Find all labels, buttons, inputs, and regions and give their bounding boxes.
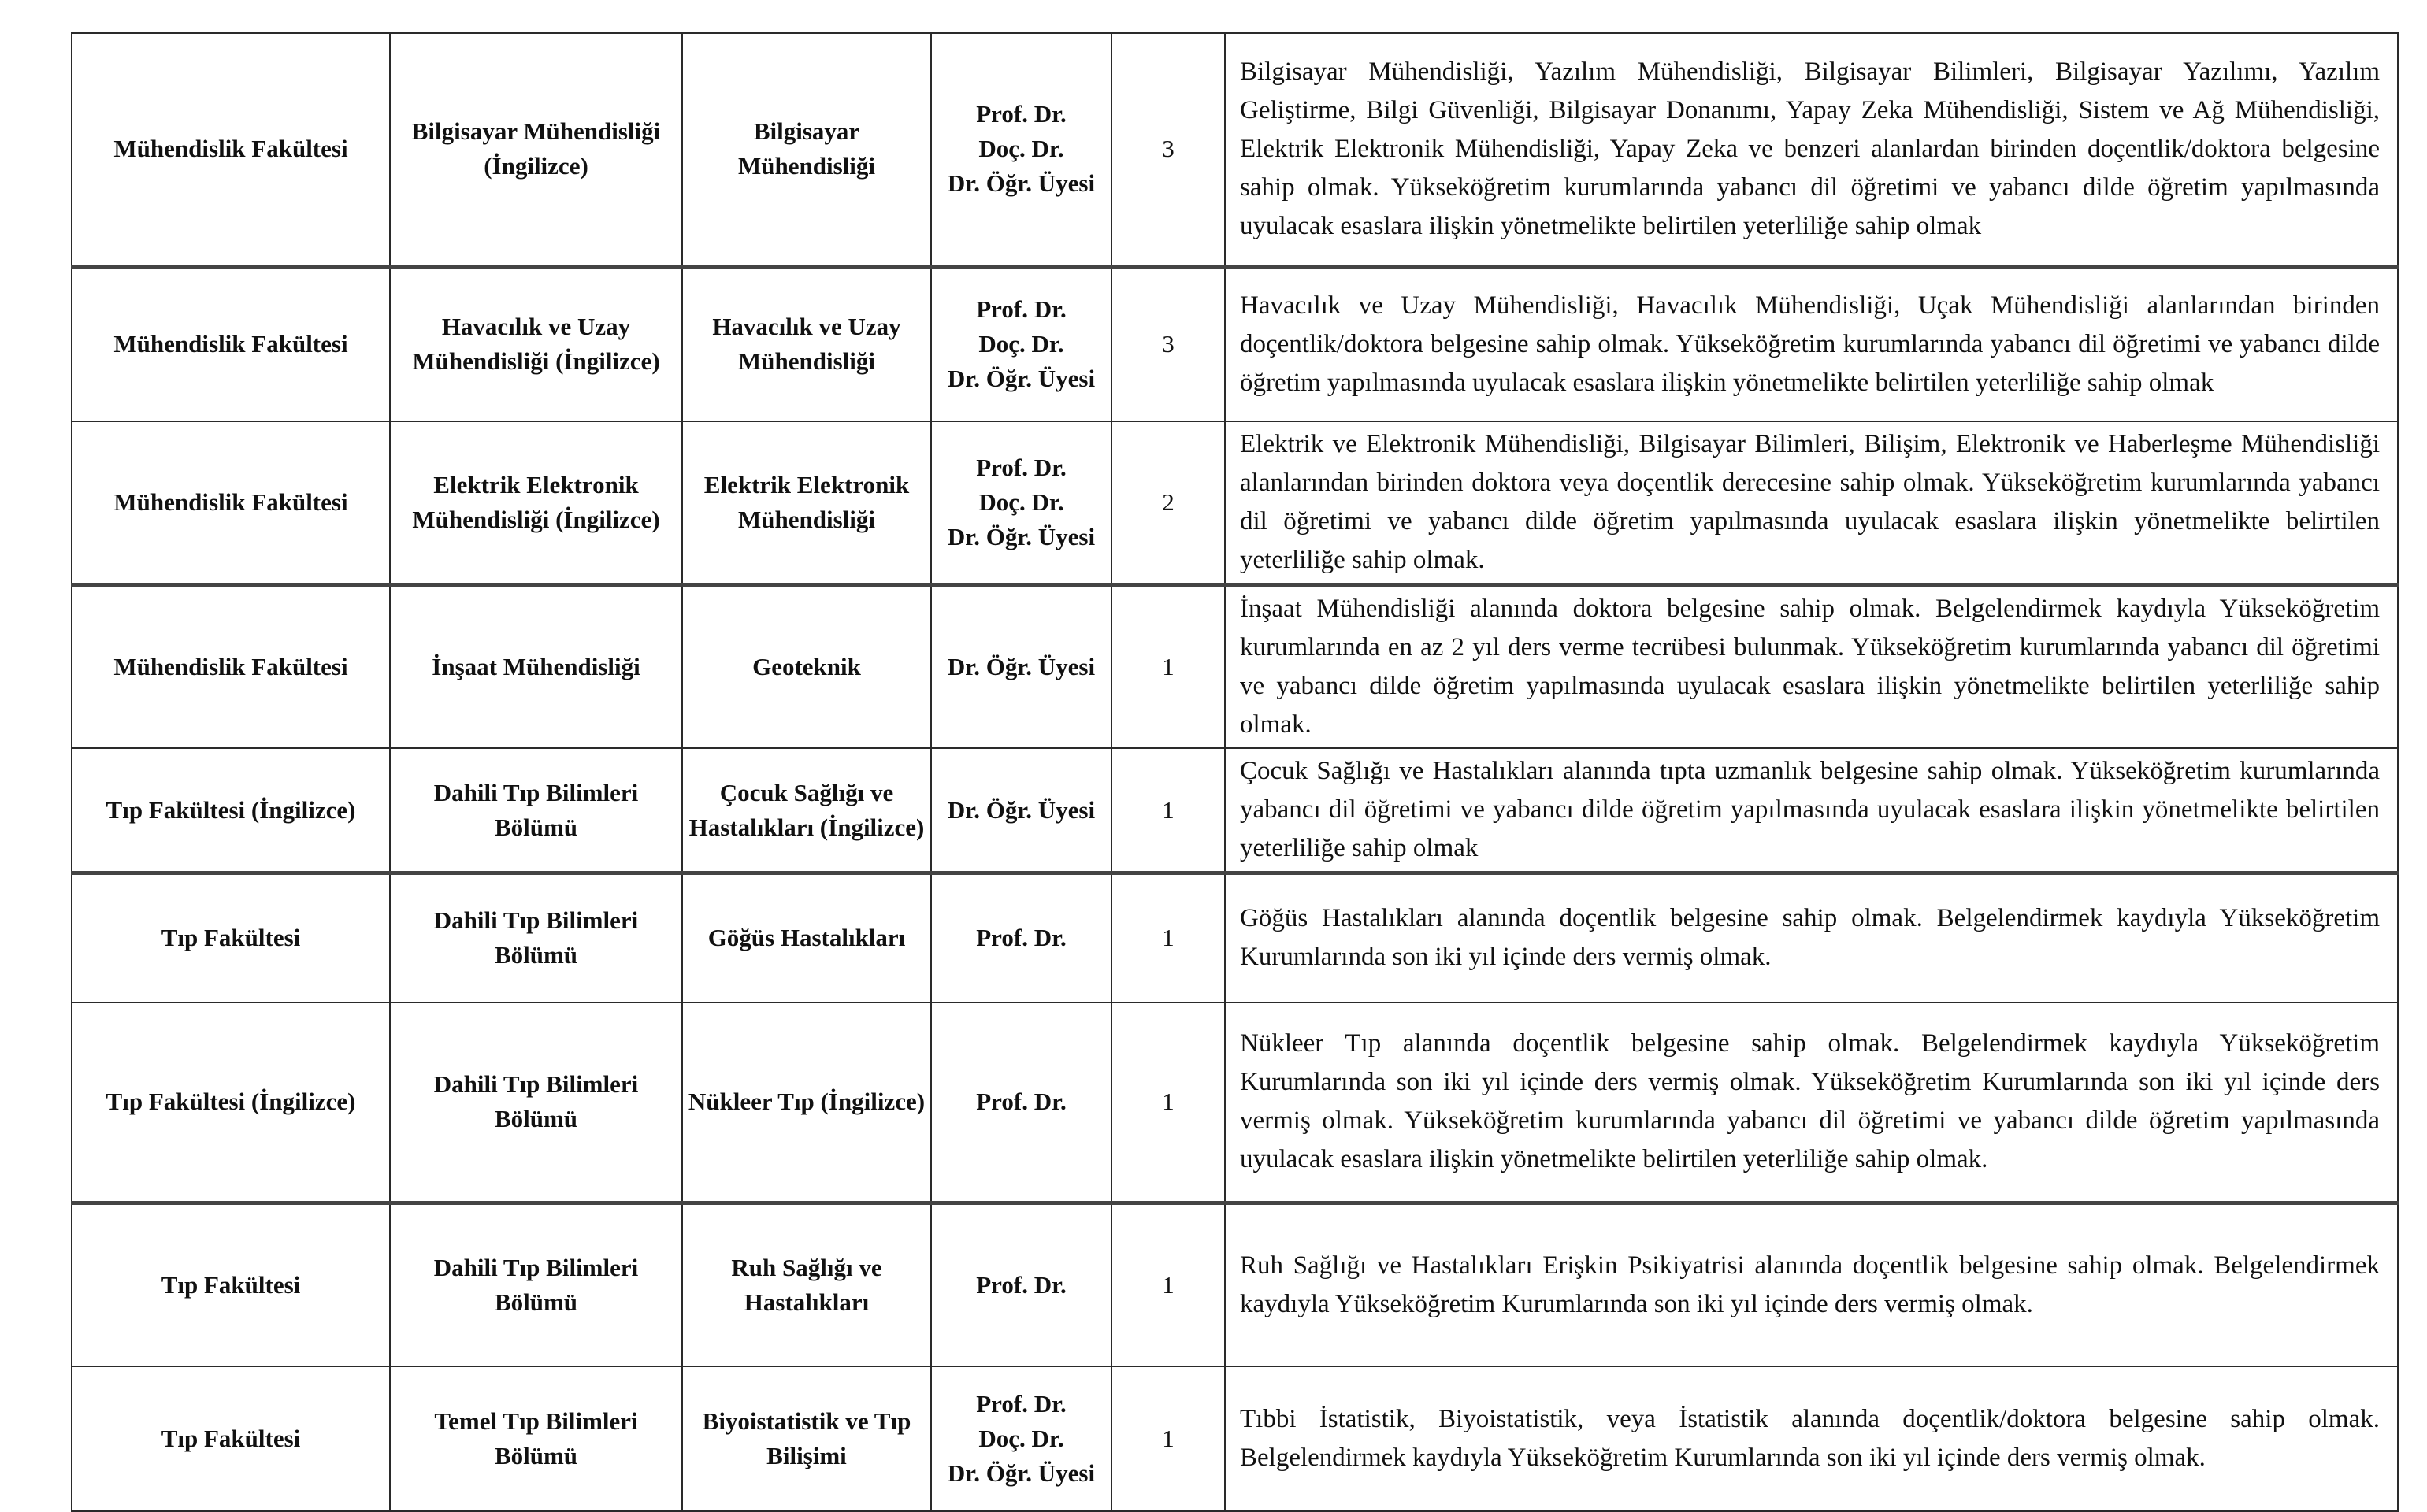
faculty-cell: Tıp Fakültesi <box>72 1366 390 1511</box>
title-cell <box>931 748 1111 873</box>
requirements-cell: Bilgisayar Mühendisliği, Yazılım Mühendisliği, Bilgisayar Bilimleri, Bilgisayar Yazılımı, Yazılım Geliştirme, Bilgi Güvenliği, Bilgisayar Donanımı, Yapay Zeka Mühendisliği, Sistem ve Ağ Mühendisliği, Elektrik Elektronik Mühendisliği, Yapay Zeka ve benzeri alanlardan birinden doçentlik/doktora belgesine sahip olmak. Yükseköğretim kurumlarında yabancı dil öğretimi ve yabancı dilde öğretim yapılmasında uyulacak esaslara ilişkin yönetmelikte belirtilen yeterliliğe sahip olmak <box>1225 33 2398 266</box>
requirements-cell: Göğüs Hastalıkları alanında doçentlik belgesine sahip olmak. Belgelendirmek kaydıyla Yükseköğretim Kurumlarında son iki yıl içinde ders vermiş olmak. <box>1225 873 2398 1002</box>
department-cell: Temel Tıp Bilimleri Bölümü <box>390 1366 682 1511</box>
title-cell <box>931 1002 1111 1203</box>
title-line: Dr. Öğr. Üyesi <box>947 169 1096 198</box>
title-line: Doç. Dr. <box>978 330 1064 358</box>
title-cell <box>931 421 1111 585</box>
position-count: 1 <box>1111 748 1225 873</box>
table-row <box>72 266 2398 421</box>
requirements-cell: İnşaat Mühendisliği alanında doktora belgesine sahip olmak. Belgelendirmek kaydıyla Yükseköğretim kurumlarında en az 2 yıl ders verme tecrübesi bulunmak. Yükseköğretim kurumlarında yabancı dil öğretimi ve yabancı dilde öğretim yapılmasında uyulacak esaslara ilişkin yönetmelikte belirtilen yeterliliğe sahip olmak. <box>1225 585 2398 749</box>
faculty-cell: Mühendislik Fakültesi <box>72 421 390 585</box>
requirements-cell: Ruh Sağlığı ve Hastalıkları Erişkin Psikiyatrisi alanında doçentlik belgesine sahip olmak. Belgelendirmek kaydıyla Yükseköğretim Kurumlarında son iki yıl içinde ders vermiş olmak. <box>1225 1203 2398 1366</box>
title-cell <box>931 266 1111 421</box>
area-cell: Geoteknik <box>682 585 931 749</box>
position-count: 1 <box>1111 873 1225 1002</box>
title-line: Dr. Öğr. Üyesi <box>947 653 1096 680</box>
faculty-cell: Tıp Fakültesi <box>72 873 390 1002</box>
area-cell: Havacılık ve Uzay Mühendisliği <box>682 266 931 421</box>
title-line: Doç. Dr. <box>978 488 1064 516</box>
department-cell: Dahili Tıp Bilimleri Bölümü <box>390 1203 682 1366</box>
area-cell: Nükleer Tıp (İngilizce) <box>682 1002 931 1203</box>
position-count: 3 <box>1111 33 1225 266</box>
department-cell: İnşaat Mühendisliği <box>390 585 682 749</box>
table-row <box>72 1002 2398 1203</box>
faculty-cell: Mühendislik Fakültesi <box>72 33 390 266</box>
title-line: Doç. Dr. <box>978 1424 1064 1452</box>
area-cell: Çocuk Sağlığı ve Hastalıkları (İngilizce) <box>682 748 931 873</box>
faculty-positions-table <box>71 32 2399 1512</box>
department-cell: Dahili Tıp Bilimleri Bölümü <box>390 873 682 1002</box>
title-cell <box>931 33 1111 266</box>
title-line: Dr. Öğr. Üyesi <box>947 523 1096 550</box>
department-cell: Havacılık ve Uzay Mühendisliği (İngilizce) <box>390 266 682 421</box>
title-line: Prof. Dr. <box>976 924 1067 952</box>
title-line: Dr. Öğr. Üyesi <box>947 1458 1096 1487</box>
requirements-cell: Çocuk Sağlığı ve Hastalıkları alanında tıpta uzmanlık belgesine sahip olmak. Yükseköğretim kurumlarında yabancı dil öğretimi ve yabancı dilde öğretim yapılmasında uyulacak esaslara ilişkin yönetmelikte belirtilen yeterliliğe sahip olmak <box>1225 748 2398 873</box>
area-cell: Bilgisayar Mühendisliği <box>682 33 931 266</box>
position-count: 1 <box>1111 585 1225 749</box>
title-line: Prof. Dr. <box>976 100 1067 128</box>
title-line: Prof. Dr. <box>976 1088 1067 1116</box>
title-cell <box>931 873 1111 1002</box>
area-cell: Göğüs Hastalıkları <box>682 873 931 1002</box>
table-row <box>72 585 2398 749</box>
area-cell: Ruh Sağlığı ve Hastalıkları <box>682 1203 931 1366</box>
area-cell: Elektrik Elektronik Mühendisliği <box>682 421 931 585</box>
title-line: Prof. Dr. <box>976 295 1067 324</box>
area-cell: Biyoistatistik ve Tıp Bilişimi <box>682 1366 931 1511</box>
position-count: 1 <box>1111 1002 1225 1203</box>
position-count: 1 <box>1111 1366 1225 1511</box>
faculty-cell: Tıp Fakültesi (İngilizce) <box>72 748 390 873</box>
position-count: 1 <box>1111 1203 1225 1366</box>
department-cell: Dahili Tıp Bilimleri Bölümü <box>390 748 682 873</box>
department-cell: Bilgisayar Mühendisliği (İngilizce) <box>390 33 682 266</box>
table-row <box>72 1366 2398 1511</box>
title-line: Dr. Öğr. Üyesi <box>947 795 1096 824</box>
requirements-cell: Havacılık ve Uzay Mühendisliği, Havacılık Mühendisliği, Uçak Mühendisliği alanlarından birinden doçentlik/doktora belgesine sahip olmak. Yükseköğretim kurumlarında yabancı dil öğretimi ve yabancı dilde öğretim yapılmasında uyulacak esaslara ilişkin yönetmelikte belirtilen yeterliliğe sahip olmak <box>1225 266 2398 421</box>
faculty-cell: Mühendislik Fakültesi <box>72 266 390 421</box>
table-row <box>72 421 2398 585</box>
title-cell <box>931 1366 1111 1511</box>
table-row <box>72 1203 2398 1366</box>
faculty-cell: Tıp Fakültesi <box>72 1203 390 1366</box>
faculty-cell: Tıp Fakültesi (İngilizce) <box>72 1002 390 1203</box>
title-line: Doç. Dr. <box>978 135 1064 163</box>
department-cell: Elektrik Elektronik Mühendisliği (İngilizce) <box>390 421 682 585</box>
title-line: Prof. Dr. <box>976 1389 1067 1418</box>
requirements-cell: Tıbbi İstatistik, Biyoistatistik, veya İstatistik alanında doçentlik/doktora belgesine sahip olmak. Belgelendirmek kaydıyla Yükseköğretim Kurumlarında son iki yıl içinde ders vermiş olmak. <box>1225 1366 2398 1511</box>
position-count: 2 <box>1111 421 1225 585</box>
title-line: Prof. Dr. <box>976 454 1067 481</box>
title-cell <box>931 1203 1111 1366</box>
title-cell <box>931 585 1111 749</box>
requirements-cell: Nükleer Tıp alanında doçentlik belgesine sahip olmak. Belgelendirmek kaydıyla Yükseköğretim Kurumlarında son iki yıl içinde ders vermiş olmak. Yükseköğretim Kurumlarında son iki yıl içinde ders vermiş olmak. Yükseköğretim kurumlarında yabancı dil öğretimi ve yabancı dilde öğretim yapılmasında uyulacak esaslara ilişkin yönetmelikte belirtilen yeterliliğe sahip olmak. <box>1225 1002 2398 1203</box>
table-row <box>72 748 2398 873</box>
table-row <box>72 33 2398 266</box>
title-line: Dr. Öğr. Üyesi <box>947 365 1096 393</box>
faculty-cell: Mühendislik Fakültesi <box>72 585 390 749</box>
requirements-cell: Elektrik ve Elektronik Mühendisliği, Bilgisayar Bilimleri, Bilişim, Elektronik ve Haberleşme Mühendisliği alanlarından birinden doktora veya doçentlik derecesine sahip olmak. Yükseköğretim kurumlarında yabancı dil öğretimi ve yabancı dilde öğretim yapılmasında uyulacak esaslara ilişkin yönetmelikte belirtilen yeterliliğe sahip olmak. <box>1225 421 2398 585</box>
position-count: 3 <box>1111 266 1225 421</box>
table-row <box>72 873 2398 1002</box>
title-line: Prof. Dr. <box>976 1270 1067 1299</box>
department-cell: Dahili Tıp Bilimleri Bölümü <box>390 1002 682 1203</box>
